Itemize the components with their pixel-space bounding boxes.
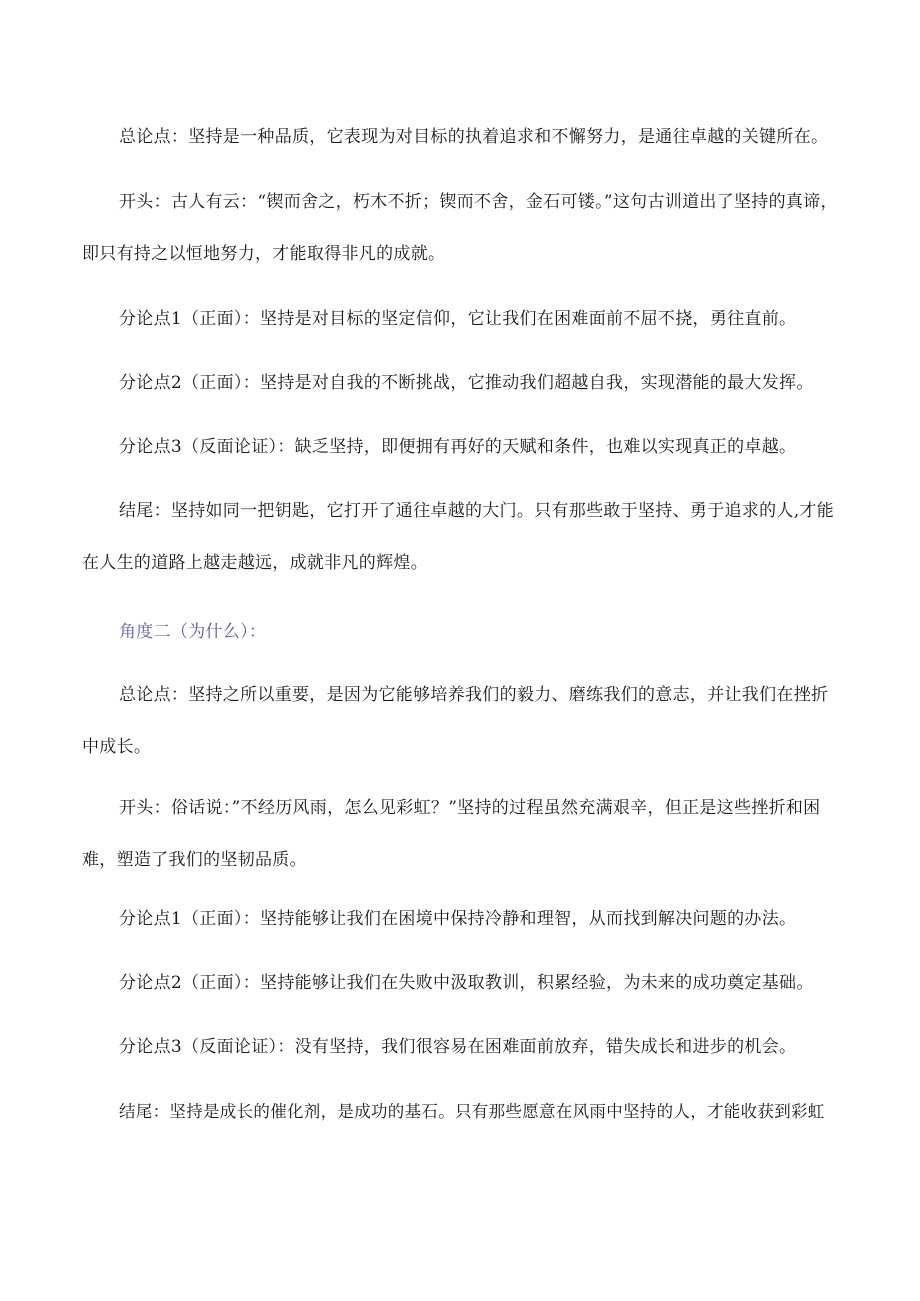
- paragraph-opening-1: 开头：古人有云：“锲而舍之，朽木不折；锲而不舍，金石可镂。”这句古训道出了坚持的真谛，即只有持之以恒地努力，才能取得非凡的成就。: [82, 192, 838, 264]
- paragraph-main-thesis-2: 总论点：坚持之所以重要，是因为它能够培养我们的毅力、磨练我们的意志，并让我们在挫折中成长。: [82, 685, 829, 757]
- paragraph-main-thesis-1: 总论点：坚持是一种品质，它表现为对目标的执着追求和不懈努力，是通往卓越的关键所在。: [119, 127, 829, 147]
- paragraph-sub-point-3a: 分论点3（反面论证）：缺乏坚持，即便拥有再好的天赋和条件，也难以实现真正的卓越。: [119, 437, 797, 457]
- paragraph-conclusion-2: 结尾：坚持是成长的催化剂，是成功的基石。只有那些愿意在风雨中坚持的人，才能收获到彩虹: [119, 1102, 825, 1121]
- paragraph-sub-point-2a: 分论点2（正面）：坚持是对自我的不断挑战，它推动我们超越自我，实现潜能的最大发挥。: [119, 373, 814, 393]
- paragraph-sub-point-3b: 分论点3（反面论证）：没有坚持，我们很容易在困难面前放弃，错失成长和进步的机会。: [119, 1037, 797, 1057]
- section-heading-angle-2: 角度二（为什么）：: [119, 622, 267, 642]
- paragraph-opening-2: 开头：俗话说：”不经历风雨，怎么见彩虹？”坚持的过程虽然充满艰辛，但正是这些挫折和困难，塑造了我们的坚韧品质。: [82, 798, 821, 870]
- paragraph-sub-point-1b: 分论点1（正面）：坚持能够让我们在困境中保持冷静和理智，从而找到解决问题的办法。: [119, 909, 797, 929]
- paragraph-sub-point-2b: 分论点2（正面）：坚持能够让我们在失败中汲取教训，积累经验，为未来的成功奠定基础。: [119, 973, 814, 993]
- paragraph-conclusion-1: 结尾：坚持如同一把钥匙，它打开了通往卓越的大门。只有那些敢于坚持、勇于追求的人,才能在人生的道路上越走越远，成就非凡的辉煌。: [82, 501, 835, 573]
- paragraph-sub-point-1a: 分论点1（正面）：坚持是对目标的坚定信仰，它让我们在困难面前不屈不挠，勇往直前。: [119, 309, 797, 329]
